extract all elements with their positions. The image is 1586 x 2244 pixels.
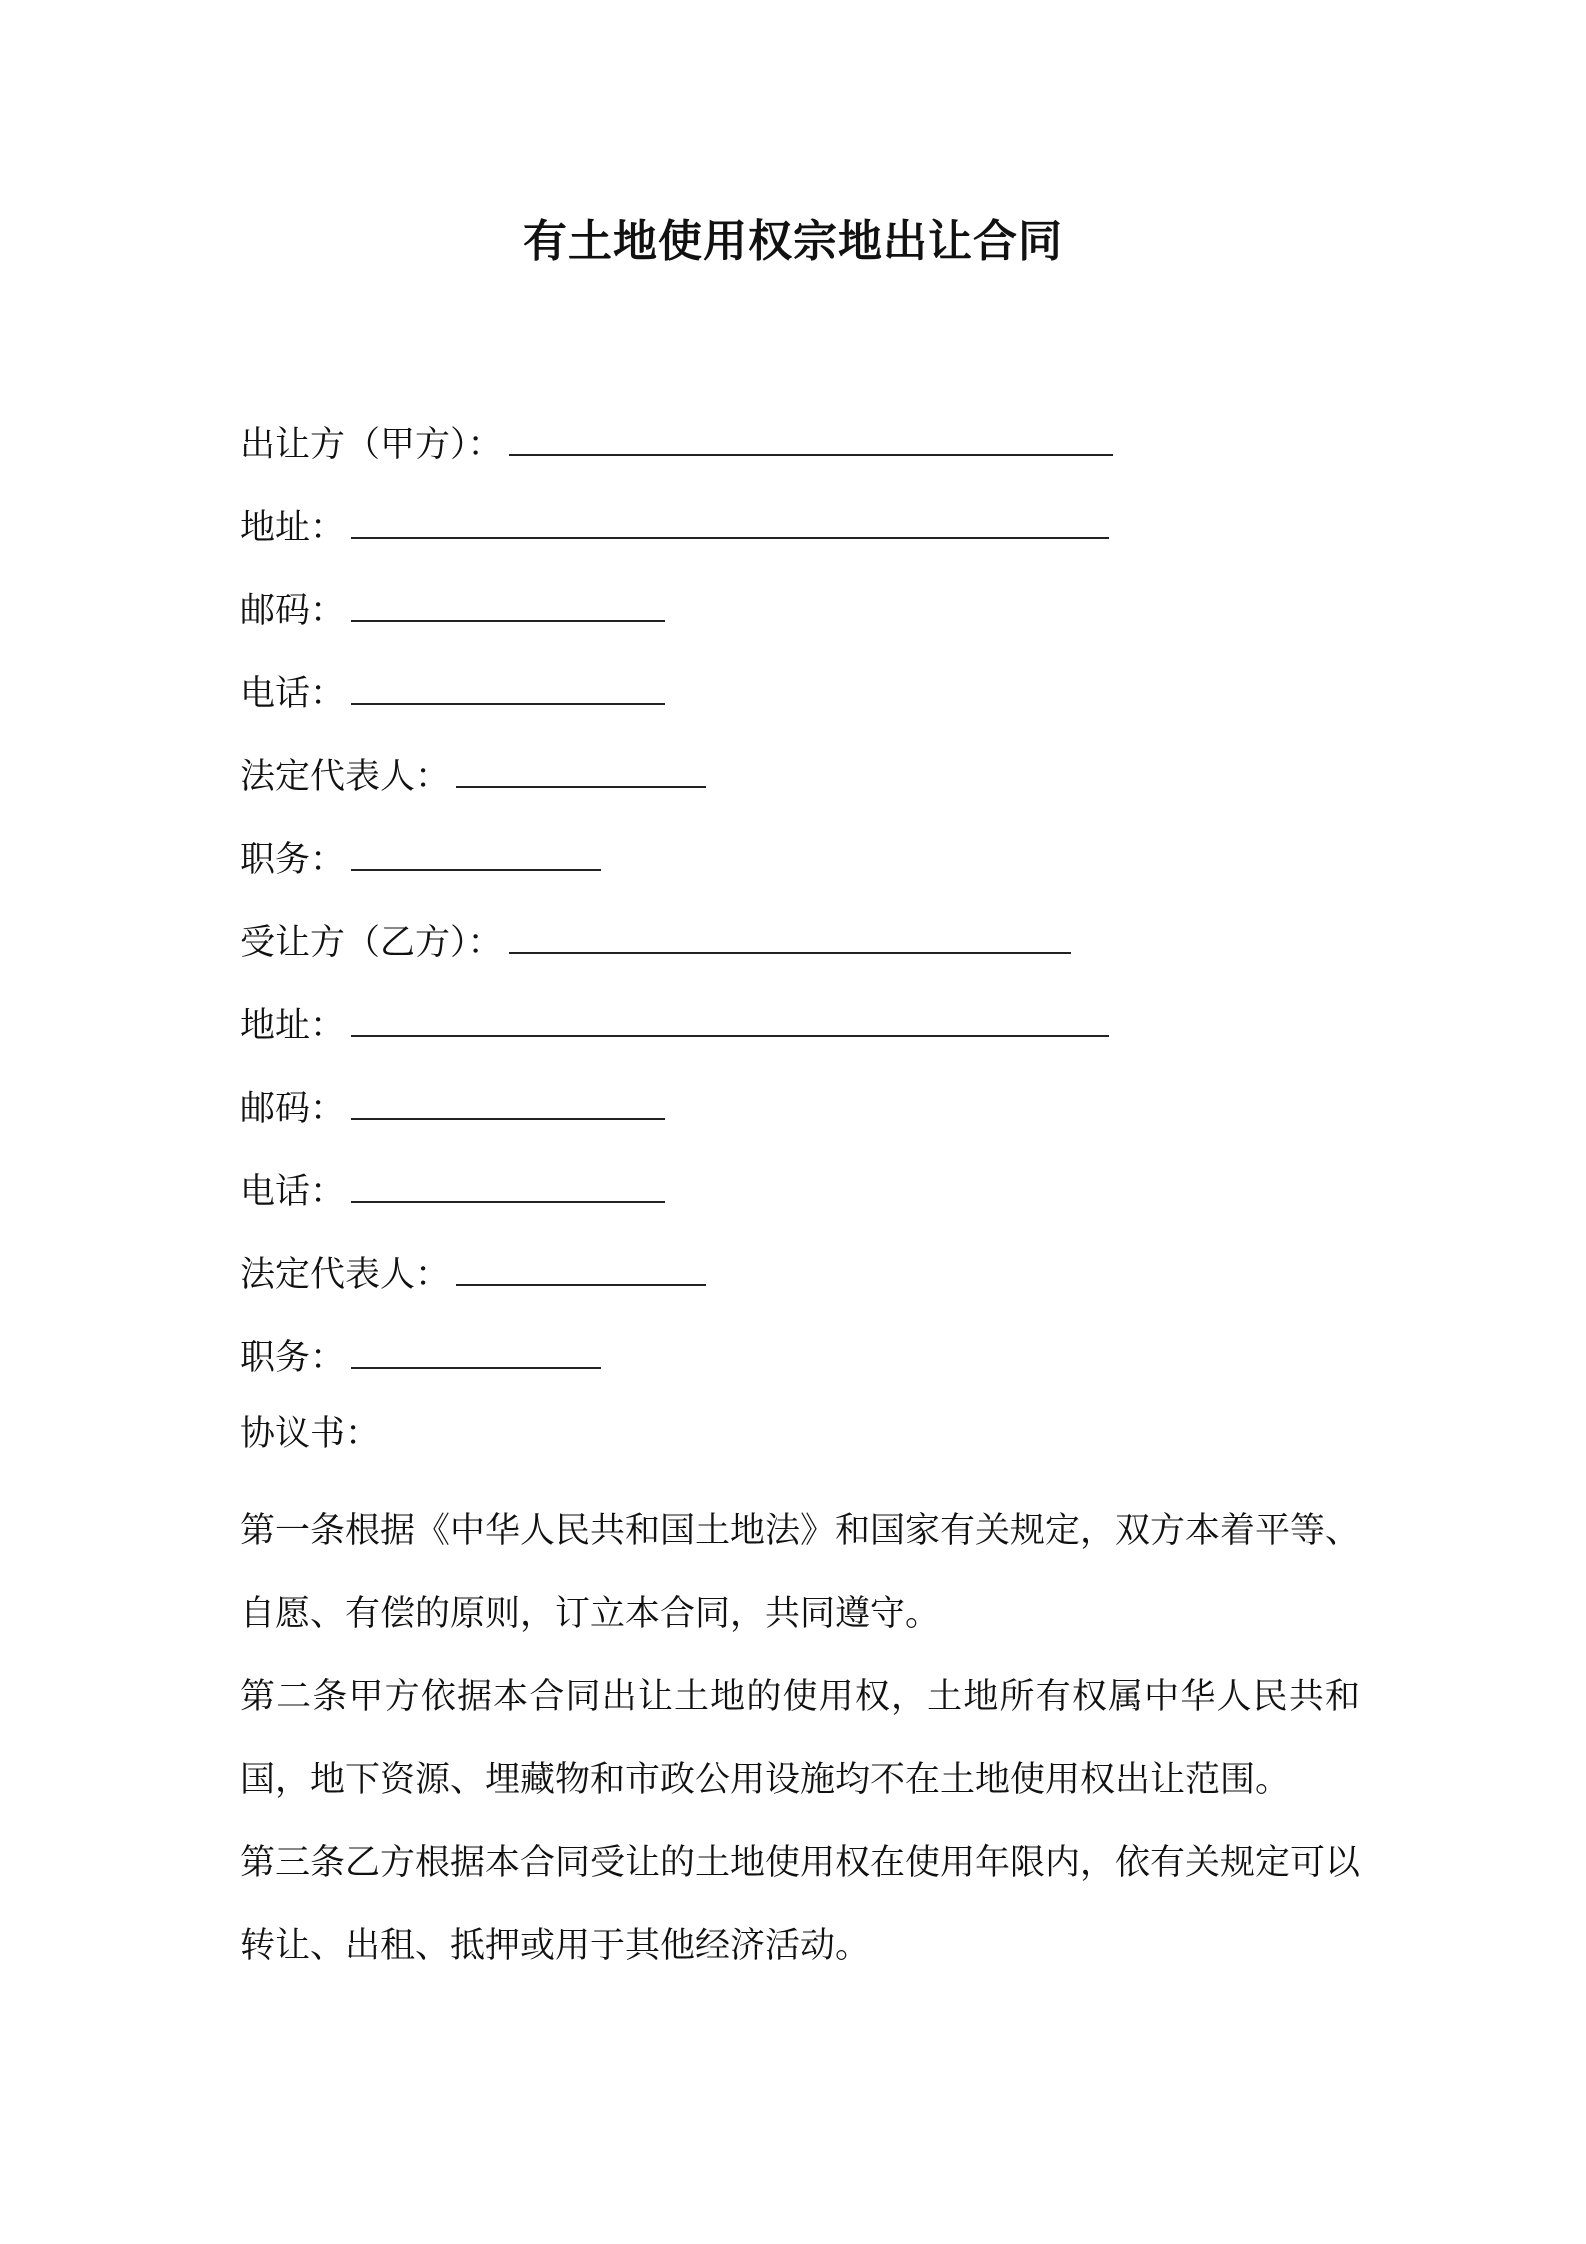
party-b-legal-rep-label: 法定代表人： [240, 1255, 451, 1295]
party-a-address-label: 地址： [240, 508, 346, 548]
party-b-address-blank[interactable] [351, 993, 1109, 1037]
party-a-name-field [240, 412, 1360, 495]
party-b-legal-rep-blank[interactable] [456, 1242, 706, 1286]
party-b-postcode-field [240, 1076, 1360, 1159]
party-b-address-label: 地址： [240, 1006, 346, 1046]
article-2: 第二条甲方依据本合同出让土地的使用权，土地所有权属中华人民共和国，地下资源、埋藏物和市政公用设施均不在土地使用权出让范围。 [240, 1677, 1360, 1800]
party-b-phone-label: 电话： [240, 1172, 346, 1212]
party-a-position-blank[interactable] [351, 827, 601, 871]
party-b-address-field [240, 993, 1360, 1076]
article-3: 第三条乙方根据本合同受让的土地使用权在使用年限内，依有关规定可以转让、出租、抵押或用于其他经济活动。 [240, 1843, 1361, 1966]
party-b-postcode-blank[interactable] [351, 1076, 665, 1120]
article-1: 第一条根据《中华人民共和国土地法》和国家有关规定，双方本着平等、自愿、有偿的原则，订立本合同，共同遵守。 [240, 1511, 1361, 1634]
party-a-name-blank[interactable] [509, 412, 1113, 456]
party-b-position-blank[interactable] [351, 1325, 601, 1369]
party-a-postcode-label: 邮码： [240, 591, 346, 631]
party-b-name-blank[interactable] [509, 910, 1071, 954]
party-a-name-label: 出让方（甲方）： [240, 425, 503, 465]
party-a-legal-rep-blank[interactable] [456, 744, 706, 788]
party-b-legal-rep-field [240, 1242, 1360, 1325]
document-body [240, 412, 1360, 1988]
party-a-address-blank[interactable] [351, 495, 1109, 539]
party-b-position-field [240, 1325, 1360, 1408]
party-a-legal-rep-field [240, 744, 1360, 827]
party-b-phone-blank[interactable] [351, 1159, 665, 1203]
party-a-position-label: 职务： [240, 840, 346, 880]
party-b-name-field [240, 910, 1360, 993]
party-a-postcode-blank[interactable] [351, 578, 665, 622]
party-a-phone-field [240, 661, 1360, 744]
party-a-position-field [240, 827, 1360, 910]
party-a-address-field [240, 495, 1360, 578]
document-title: 有土地使用权宗地出让合同 [523, 216, 1063, 267]
party-b-position-label: 职务： [240, 1338, 346, 1378]
agreement-label: 协议书： [240, 1414, 381, 1454]
party-a-legal-rep-label: 法定代表人： [240, 757, 451, 797]
party-a-phone-blank[interactable] [351, 661, 665, 705]
party-b-phone-field [240, 1159, 1360, 1242]
party-b-postcode-label: 邮码： [240, 1089, 346, 1129]
party-a-phone-label: 电话： [240, 674, 346, 714]
party-a-postcode-field [240, 578, 1360, 661]
party-b-name-label: 受让方（乙方）： [240, 923, 503, 963]
